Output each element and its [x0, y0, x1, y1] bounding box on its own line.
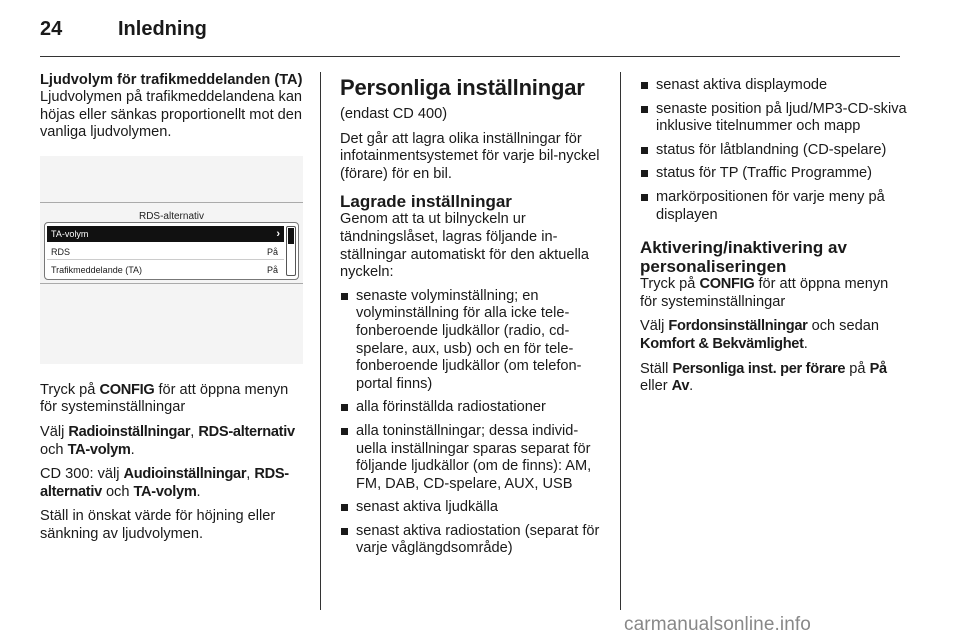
menu-row-ta-volume [47, 226, 284, 242]
section-heading-ta-volume: Ljudvolym för trafikmeddelanden (TA) [40, 72, 303, 88]
paragraph-intro: Ljudvolymen på trafikmeddelandena kan höjas eller sänkas proportionellt mot den vanliga ljudvolymen. [40, 89, 303, 141]
menu-row-value: På [266, 246, 278, 257]
paragraph-select-vehicle-settings: Välj Fordonsinställningar och sedan Komfort & Bekvämlighet. [640, 318, 879, 352]
column-3 [640, 72, 908, 403]
list-item: alla toninställningar; dessa individ-uella inställningar sparas separat för följande ljudkällor (om de finns): AM, FM, DAB, CD-spelare, AUX, USB [340, 423, 608, 493]
screen-frame-bottom [40, 283, 303, 284]
column-1 [40, 72, 305, 551]
list-item: markörpositionen för varje meny på displayen [640, 189, 908, 224]
menu-row-label: TA-volym [51, 228, 89, 239]
menu-scrollbar [286, 226, 296, 276]
screen-frame-top [40, 202, 303, 203]
section-heading-personal-settings: Personliga inställningar [340, 75, 585, 100]
paragraph-select-menu: Välj Radioinställningar, RDS-alternativ och TA-volym. [40, 423, 295, 458]
paragraph-subnote: (endast CD 400) [340, 106, 448, 122]
row-separator [47, 259, 284, 260]
list-item: alla förinställda radiostationer [340, 399, 608, 417]
stored-settings-list-continued [640, 77, 908, 224]
paragraph-cd300: CD 300: välj Audioinställningar, RDS-alternativ och TA-volym. [40, 466, 289, 500]
header-divider [40, 56, 900, 57]
stored-settings-list [340, 288, 608, 558]
column-divider-1 [320, 72, 321, 610]
paragraph-set-value: Ställ in önskat värde för höjning eller sänkning av ljudvolymen. [40, 508, 276, 542]
list-item: senast aktiva displaymode [640, 77, 908, 95]
section-heading-activation: Aktivering/inaktivering av personaliseringen [640, 238, 847, 277]
watermark: carmanualsonline.info [624, 614, 811, 635]
page-title: Inledning [118, 18, 207, 40]
screen-illustration [40, 156, 303, 364]
menu-row-label: Trafikmeddelande (TA) [51, 264, 143, 275]
menu-row-value: På [266, 264, 278, 275]
screen-title: RDS-alternativ [138, 210, 205, 222]
list-item: status för låtblandning (CD-spelare) [640, 142, 908, 160]
chevron-right-icon: › [276, 227, 280, 240]
menu-row-traffic-announcement [47, 262, 284, 278]
paragraph-intro: Det går att lagra olika inställningar för infotainmentsystemet för varje bil-nyckel (förare) för en bil. [340, 130, 600, 182]
scrollbar-thumb [288, 228, 294, 244]
column-divider-2 [620, 72, 621, 610]
list-item: status för TP (Traffic Programme) [640, 165, 908, 183]
list-item: senaste position på ljud/MP3-CD-skiva inklusive titelnummer och mapp [640, 101, 908, 136]
paragraph-stored-intro: Genom att ta ut bilnyckeln ur tändningslåset, lagras följande in-ställningar automatiskt för den aktuella nyckeln: [340, 211, 590, 281]
list-item: senast aktiva radiostation (separat för varje våglängdsområde) [340, 523, 608, 558]
paragraph-press-config: Tryck på CONFIG för att öppna menyn för systeminställningar [40, 381, 289, 416]
list-item: senast aktiva ljudkälla [340, 499, 608, 517]
screen-menu-list [44, 222, 299, 280]
paragraph-set-personal: Ställ Personliga inst. per förare på På eller Av. [640, 360, 887, 395]
menu-row-label: RDS [51, 246, 71, 257]
page-number: 24 [40, 18, 63, 40]
list-item: senaste volyminställning; en volyminställning för alla icke tele-fonberoende ljudkällor (radio, cd-spelare, aux, usb) och en för tele-fonberoende ljudkällor (om telefon-portal finns) [340, 288, 608, 394]
subsection-heading-stored-settings: Lagrade inställningar [340, 192, 512, 212]
paragraph-press-config: Tryck på CONFIG för att öppna menyn för systeminställningar [640, 276, 889, 310]
menu-row-rds [47, 244, 284, 260]
rds-menu-screen [40, 202, 303, 284]
column-2 [340, 72, 608, 564]
